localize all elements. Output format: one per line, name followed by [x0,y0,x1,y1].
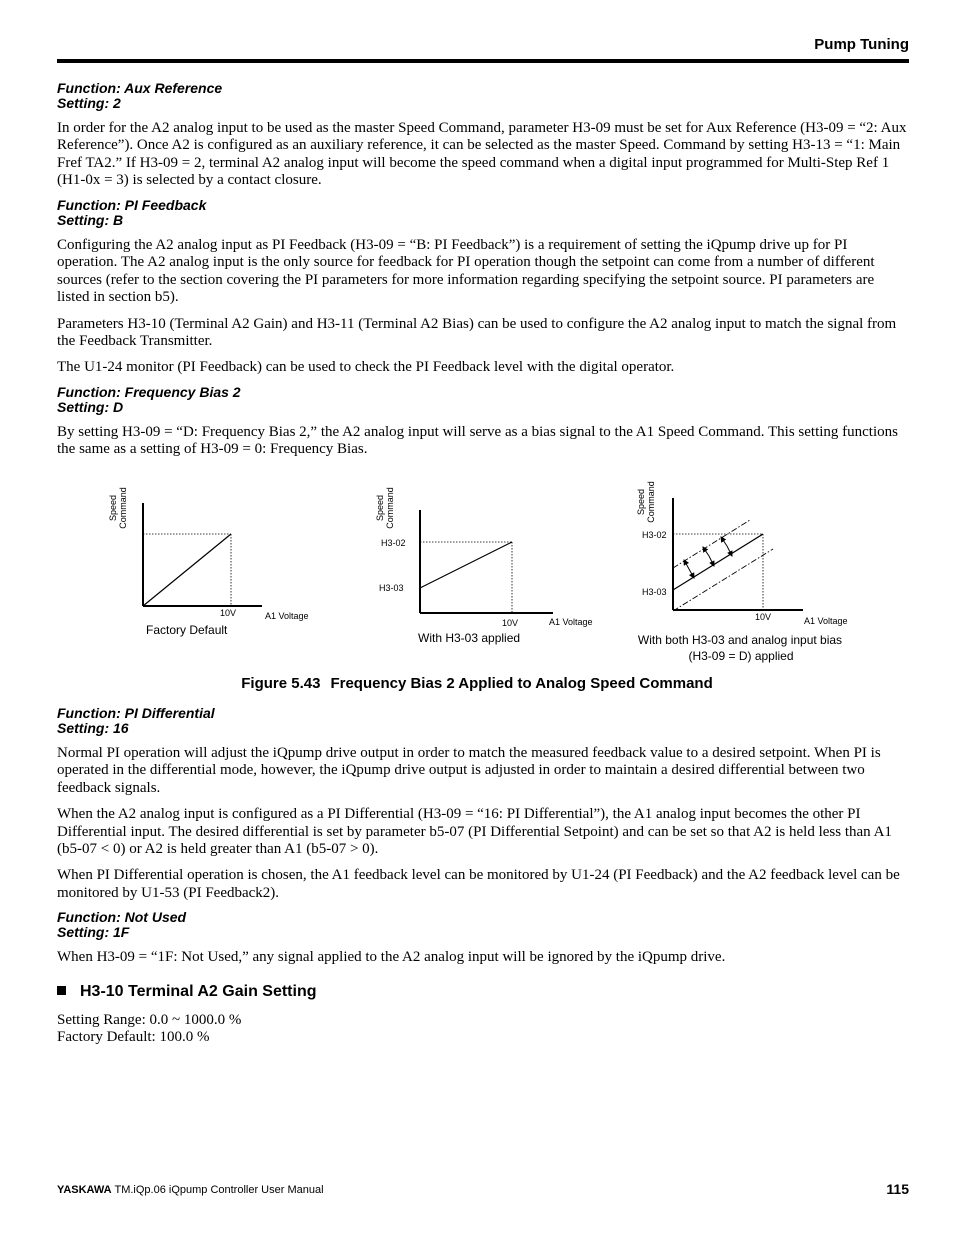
paragraph: When the A2 analog input is configured as a PI Differential (H3-09 = “16: PI Differential”), the A1 analog input becomes the other PI Differential input. The desired differential is set by parameter b5-07 (PI Differential Setpoint) and can be set so that A2 is held less than A1 (b5-07 < 0) or A2 is held greater than A1 (b5-07 > 0). [57,806,892,858]
setting-heading: Setting: 1F [57,924,130,940]
paragraph: By setting H3-09 = “D: Frequency Bias 2,” the A2 analog input will serve as a bias signal to the A1 Speed Command. This setting functions the same as a setting of H3-09 = 0: Frequency Bias. [57,424,898,458]
paragraph: Configuring the A2 analog input as PI Feedback (H3-09 = “B: PI Feedback”) is a requirement of setting the iQpump drive up for PI operation. The A2 analog input is the only source for feedback for PI operation though the setpoint can come from a number of different sources (refer to the section covering the PI parameters for more information regarding specifying the setpoint source. PI parameters are listed in section b5). [57,237,875,306]
x-tick-label: 10V [755,612,772,622]
y-axis-label: Speed [108,494,118,522]
frequency-bias-figure [0,470,954,670]
bullet-square-icon [57,986,66,995]
function-heading: Function: Not Used [57,909,187,925]
section-pi-differential [57,706,909,902]
bias-arrow [684,560,689,569]
function-heading: Function: PI Feedback [57,197,207,213]
x-axis-label: A1 Voltage [804,616,848,626]
header-rule [57,59,909,63]
bias-high-label: H3-02 [381,538,406,548]
setting-range: Setting Range: 0.0 ~ 1000.0 % [57,1012,242,1028]
section-pi-feedback [57,198,909,377]
function-heading: Function: PI Differential [57,705,215,721]
setting-heading: Setting: D [57,399,124,415]
x-tick-label: 10V [220,608,237,618]
bias-arrow [709,556,714,566]
setting-heading: Setting: 16 [57,720,129,736]
h3-10-heading-text: H3-10 Terminal A2 Gain Setting [80,983,317,1000]
page-number: 115 [886,1181,909,1197]
h3-10-heading [57,983,317,1001]
graph-caption: (H3-09 = D) applied [688,649,794,663]
h3-10-settings [57,1012,909,1047]
paragraph: In order for the A2 analog input to be used as the master Speed Command, parameter H3-09 must be set for Aux Reference (H3-09 = “2: Aux Reference”). Once A2 is configured as an auxiliary reference, it can be selected as the master Speed. Command by setting H3-13 = “1: Main Fref TA2.” If H3-09 = 2, terminal A2 analog input will become the speed command when a digital input programmed for Multi-Step Ref 1 (H1-0x = 3) is selected by a contact closure. [57,120,907,189]
paragraph: When PI Differential operation is chosen, the A1 feedback level can be monitored by U1-24 (PI Feedback) and the A2 feedback level can be monitored by U1-53 (PI Feedback2). [57,867,900,901]
bias-arrow [703,547,709,556]
x-axis-label: A1 Voltage [549,617,593,627]
x-tick-label: 10V [502,618,519,628]
paragraph: Normal PI operation will adjust the iQpump drive output in order to match the measured feedback value to a desired setpoint. When PI is operated in the differential mode, however, the iQpump drive output is adjusted in order to maintain a desired differential between two feedback signals. [57,745,881,796]
graph-factory-default [108,487,309,637]
paragraph: When H3-09 = “1F: Not Used,” any signal applied to the A2 analog input will be ignored by the iQpump drive. [57,949,726,965]
figure-title: Frequency Bias 2 Applied to Analog Speed Command [330,675,713,692]
bias-arrow [721,537,727,546]
paragraph: The U1-24 monitor (PI Feedback) can be used to check the PI Feedback level with the digital operator. [57,359,675,376]
section-not-used [57,910,909,966]
setting-heading: Setting: 2 [57,95,121,111]
footer-manual: TM.iQp.06 iQpump Controller User Manual [114,1184,324,1196]
y-axis-label: Speed [636,488,646,516]
y-axis-label: Command [646,481,656,523]
bias-low-label: H3-03 [642,587,667,597]
graph-h3-03-applied [375,487,593,645]
function-heading: Function: Aux Reference [57,80,223,96]
factory-default: Factory Default: 100.0 % [57,1029,210,1046]
graph-caption: With both H3-03 and analog input bias [637,633,843,647]
setting-heading: Setting: B [57,212,124,228]
graph-caption: Factory Default [146,623,228,637]
section-aux-reference [57,81,909,190]
graph-h3-03-and-bias-applied [636,481,848,663]
bias-high-label: H3-02 [642,530,667,540]
section-frequency-bias-2 [57,385,909,459]
footer [57,1184,324,1196]
bias-low-label: H3-03 [379,583,404,593]
paragraph: Parameters H3-10 (Terminal A2 Gain) and H3-11 (Terminal A2 Bias) can be used to configure the A2 analog input to match the signal from the Feedback Transmitter. [57,315,897,350]
speed-line [673,534,763,590]
figure-number: Figure 5.43 [241,675,321,692]
header-title: Pump Tuning [814,36,909,53]
footer-brand: YASKAWA [57,1184,112,1196]
y-axis-label: Command [118,487,128,529]
y-axis-label: Command [385,487,395,529]
figure-caption [0,675,954,692]
bias-arrow [689,569,694,578]
speed-line [143,534,231,606]
graph-caption: With H3-03 applied [418,631,521,645]
function-heading: Function: Frequency Bias 2 [57,384,241,400]
speed-line [420,542,512,588]
x-axis-label: A1 Voltage [265,611,309,621]
y-axis-label: Speed [375,494,385,522]
